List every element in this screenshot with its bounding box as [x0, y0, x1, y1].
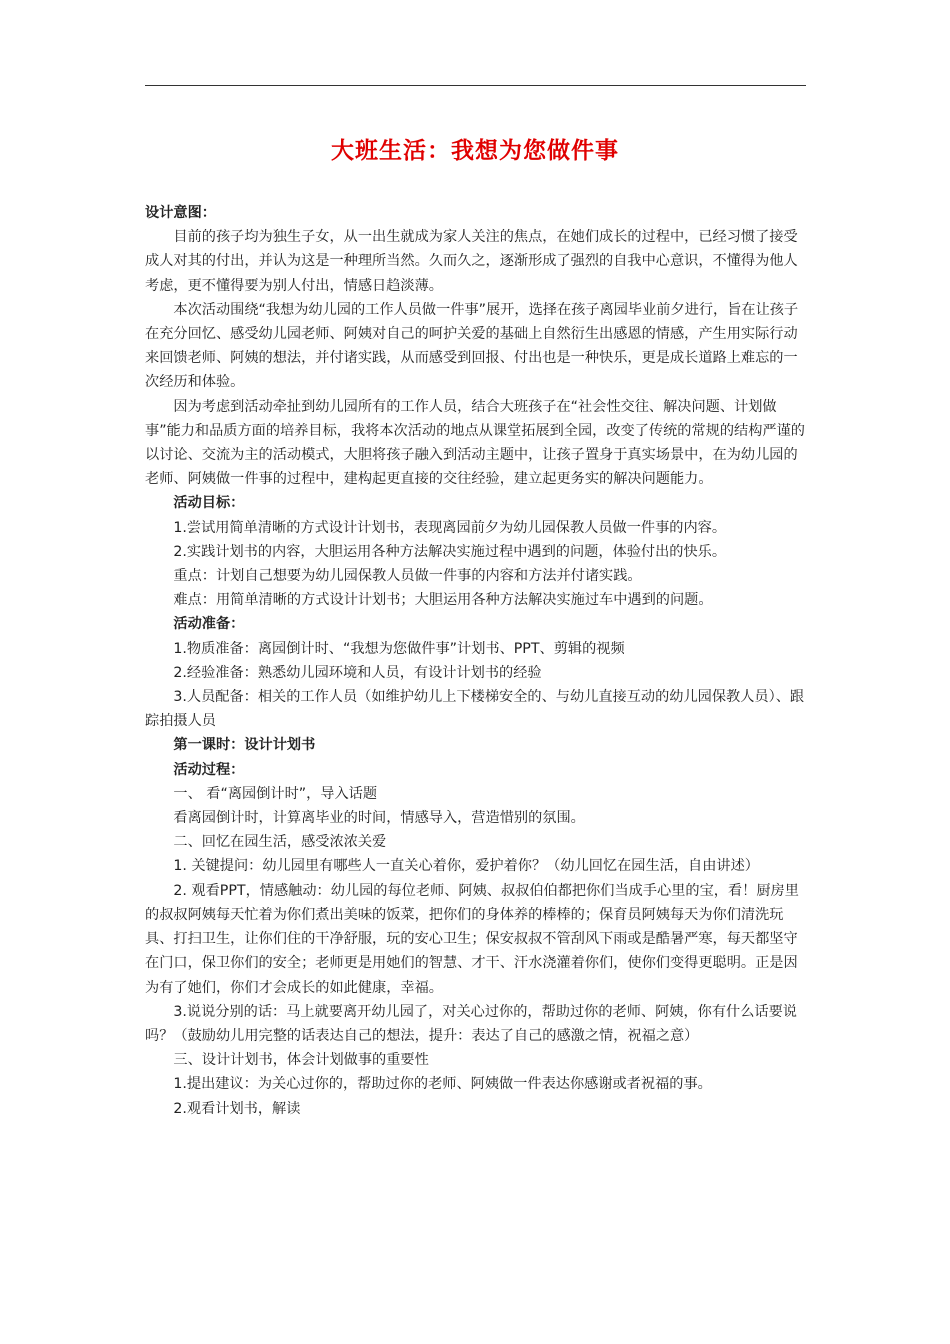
section-heading-preparation: 活动准备：: [173, 616, 245, 633]
step-heading: 二、回忆在园生活，感受浓浓关爱: [173, 834, 387, 851]
list-item: 1. 关键提问：幼儿园里有哪些人一直关心着你，爱护着你？（幼儿回忆在园生活，自由讲述）: [173, 858, 759, 875]
section-heading-process: 活动过程：: [173, 761, 245, 778]
paragraph-key-point: 重点：计划自己想要为幼儿园保教人员做一件事的内容和方法并付诸实践。: [173, 568, 642, 585]
header-rule: [145, 85, 806, 86]
step-heading: 三、设计计划书，体会计划做事的重要性: [173, 1052, 429, 1069]
list-item: 2. 观看PPT，情感触动：幼儿园的每位老师、阿姨、叔叔伯伯都把你们当成手心里的宝，看！厨房里的叔叔阿姨每天忙着为你们煮出美味的饭菜，把你们的身体养的棒棒的；保育员阿姨每天为你们清洗玩具、打扫卫生，让你们住的干净舒服，玩的安心卫生；保安叔叔不管刮风下雨或是酷暑严寒，每天都坚守在门口，保卫你们的安全；老师更是用她们的智慧、才干、汗水浇灌着你们，使你们变得更聪明。正是因为有了她们，你们才会成长的如此健康，幸福。: [145, 882, 799, 996]
section-heading-lesson-one: 第一课时：设计计划书: [173, 737, 316, 754]
list-item: 3.说说分别的话：马上就要离开幼儿园了，对关心过你的，帮助过你的老师、阿姨，你有什么话要说吗？（鼓励幼儿用完整的话表达自己的想法，提升：表达了自己的感激之情，祝福之意）: [145, 1003, 797, 1044]
list-item: 1.物质准备：离园倒计时、“我想为您做件事”计划书、PPT、剪辑的视频: [173, 640, 625, 657]
list-item: 2.观看计划书，解读: [173, 1100, 301, 1117]
list-item: 2.实践计划书的内容，大胆运用各种方法解决实施过程中遇到的问题，体验付出的快乐。: [173, 543, 727, 560]
list-item: 2.经验准备：熟悉幼儿园环境和人员，有设计计划书的经验: [173, 664, 542, 681]
paragraph-difficulty: 难点：用简单清晰的方式设计计划书；大胆运用各种方法解决实施过车中遇到的问题。: [173, 592, 713, 609]
paragraph: 目前的孩子均为独生子女，从一出生就成为家人关注的焦点，在她们成长的过程中，已经习惯了接受成人对其的付出，并认为这是一种理所当然。久而久之，逐渐形成了强烈的自我中心意识，不懂得为他人考虑，更不懂得要为别人付出，情感日趋淡薄。: [145, 229, 798, 294]
list-item: 3.人员配备：相关的工作人员（如维护幼儿上下楼梯安全的、与幼儿直接互动的幼儿园保教人员）、跟踪拍摄人员: [145, 689, 805, 730]
step-heading: 一、 看“离园倒计时”，导入话题: [173, 785, 378, 802]
paragraph: 因为考虑到活动牵扯到幼儿园所有的工作人员，结合大班孩子在“社会性交往、解决问题、计划做事”能力和品质方面的培养目标，我将本次活动的地点从课堂拓展到全园，改变了传统的常规的结构严谨的以讨论、交流为主的活动模式，大胆将孩子融入到活动主题中，让孩子置身于真实场景中，在为幼儿园的老师、阿姨做一件事的过程中，建构起更直接的交往经验，建立起更务实的解决问题能力。: [145, 398, 805, 488]
section-heading-goals: 活动目标：: [173, 495, 245, 512]
paragraph: 看离园倒计时，计算离毕业的时间，情感导入，营造惜别的氛围。: [173, 810, 585, 827]
section-heading-design-intent: 设计意图：: [145, 205, 216, 221]
list-item: 1.尝试用简单清晰的方式设计计划书，表现离园前夕为幼儿园保教人员做一件事的内容。: [173, 519, 727, 536]
document-body: [145, 201, 810, 1121]
document-title: 大班生活：我想为您做件事: [331, 138, 619, 164]
paragraph: 本次活动围绕“我想为幼儿园的工作人员做一件事”展开，选择在孩子离园毕业前夕进行，旨在让孩子在充分回忆、感受幼儿园老师、阿姨对自己的呵护关爱的基础上自然衍生出感恩的情感，产生用实际行动来回馈老师、阿姨的想法，并付诸实践，从而感受到回报、付出也是一种快乐，更是成长道路上难忘的一次经历和体验。: [145, 301, 799, 391]
list-item: 1.提出建议：为关心过你的，帮助过你的老师、阿姨做一件表达你感谢或者祝福的事。: [173, 1076, 712, 1093]
